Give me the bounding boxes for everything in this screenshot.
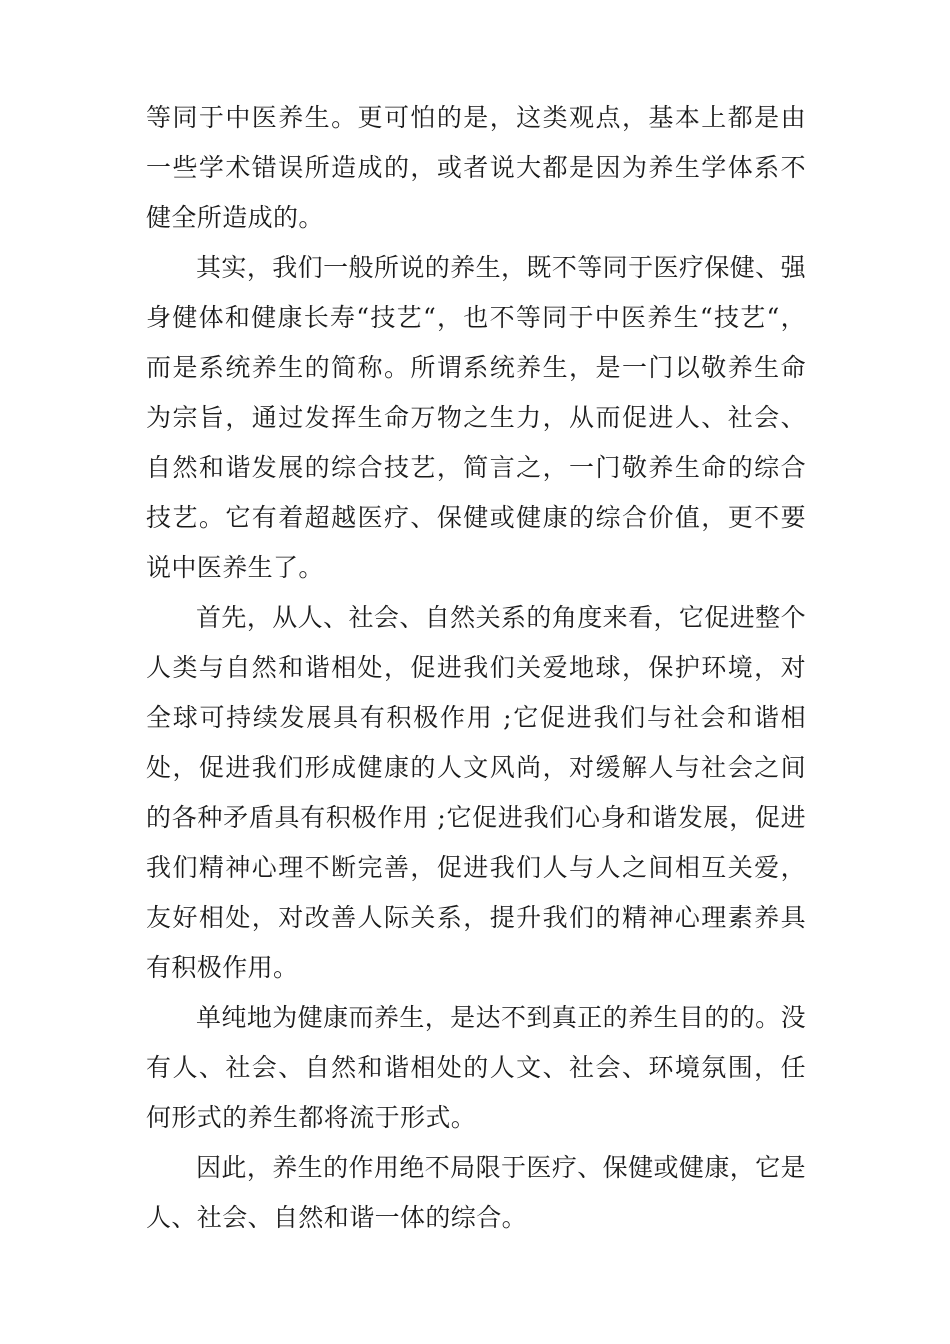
paragraph-conclusion: 因此，养生的作用绝不局限于医疗、保健或健康，它是人、社会、自然和谐一体的综合。 xyxy=(146,1153,806,1232)
paragraph-continuation: 等同于中医养生。更可怕的是，这类观点，基本上都是由一些学术错误所造成的，或者说大都是因为养生学体系不健全所造成的。 xyxy=(146,103,806,232)
paragraph-purpose: 单纯地为健康而养生，是达不到真正的养生目的的。没有人、社会、自然和谐相处的人文、社会、环境氛围，任何形式的养生都将流于形式。 xyxy=(146,1003,806,1132)
document-body xyxy=(146,93,806,1243)
paragraph-system-health: 其实，我们一般所说的养生，既不等同于医疗保健、强身健体和健康长寿“技艺“，也不等同于中医养生“技艺“，而是系统养生的简称。所谓系统养生，是一门以敬养生命为宗旨，通过发挥生命万物之生力，从而促进人、社会、自然和谐发展的综合技艺，简言之，一门敬养生命的综合技艺。它有着超越医疗、保健或健康的综合价值，更不要说中医养生了。 xyxy=(146,253,806,582)
paragraph-relationships: 首先，从人、社会、自然关系的角度来看，它促进整个人类与自然和谐相处，促进我们关爱地球，保护环境，对全球可持续发展具有积极作用 ;它促进我们与社会和谐相处，促进我们形成健康的人文风尚，对缓解人与社会之间的各种矛盾具有积极作用 ;它促进我们心身和谐发展，促进我们精神心理不断完善，促进我们人与人之间相互关爱，友好相处，对改善人际关系，提升我们的精神心理素养具有积极作用。 xyxy=(146,603,806,982)
